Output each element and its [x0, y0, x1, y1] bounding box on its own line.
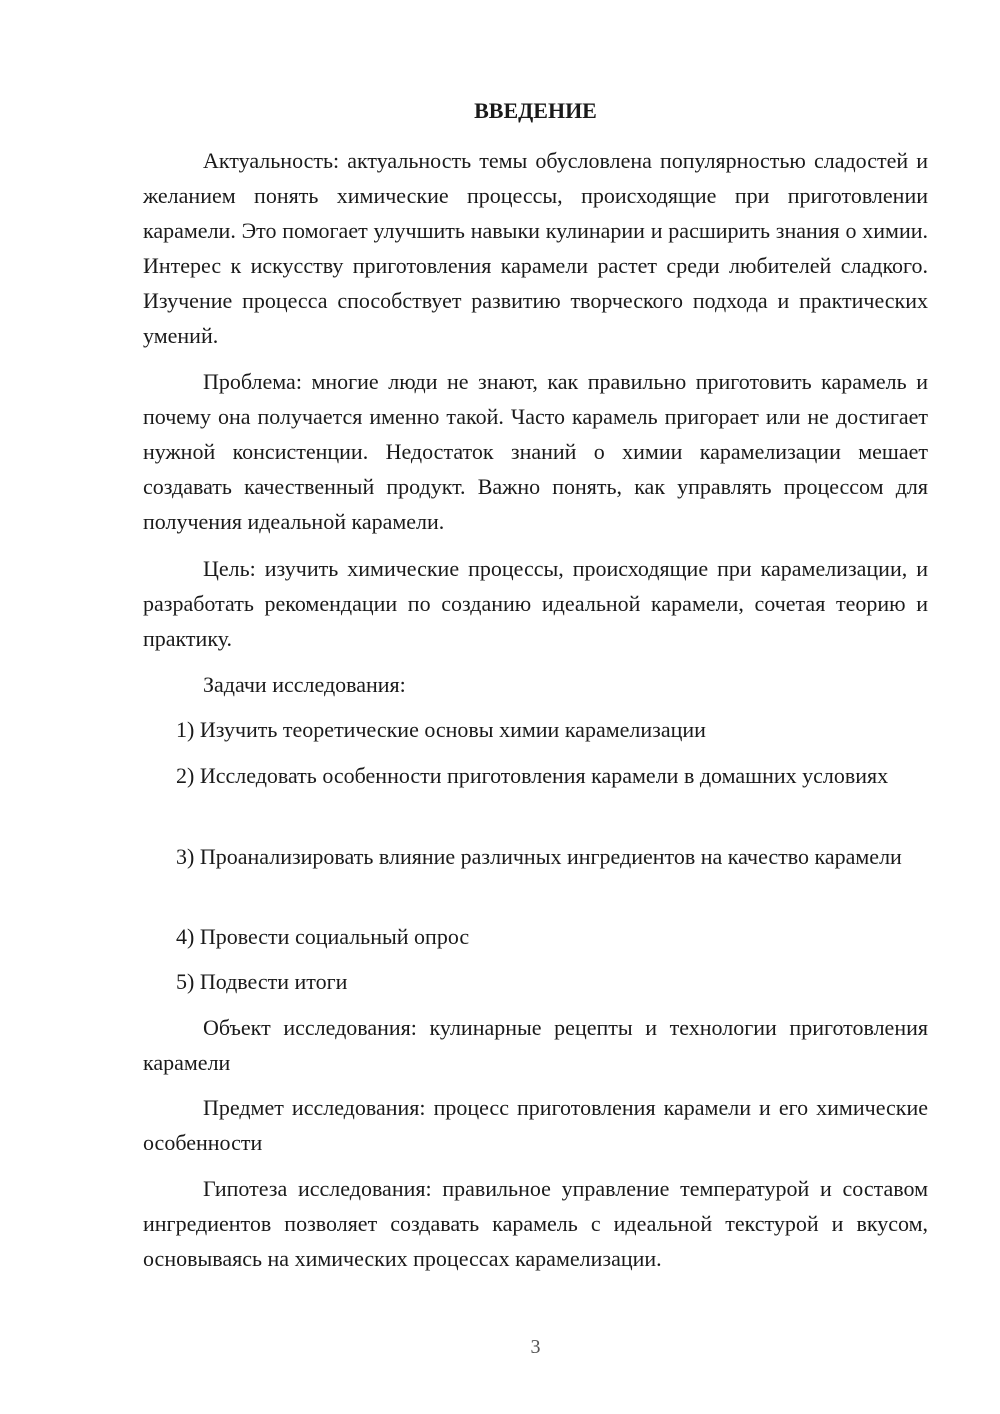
- paragraph-object: Объект исследования: кулинарные рецепты и технологии приготовления карамели: [143, 1015, 928, 1075]
- paragraph-subject: Предмет исследования: процесс приготовления карамели и его химические особенности: [143, 1095, 928, 1155]
- list-item-task-5: 5) Подвести итоги: [176, 969, 348, 994]
- section-title: ВВЕДЕНИЕ: [474, 98, 597, 123]
- list-item-task-3: 3) Проанализировать влияние различных ингредиентов на качество карамели: [176, 844, 902, 869]
- list-item-task-4: 4) Провести социальный опрос: [176, 924, 470, 949]
- paragraph-goal: Цель: изучить химические процессы, происходящие при карамелизации, и разработать рекомендации по созданию идеальной карамели, сочетая теорию и практику.: [143, 556, 928, 651]
- document-page: [143, 0, 928, 1414]
- paragraph-hypothesis: Гипотеза исследования: правильное управление температурой и составом ингредиентов позволяет создавать карамель с идеальной текстурой и вкусом, основываясь на химических процессах карамелизации.: [143, 1176, 928, 1271]
- paragraph-tasks-heading: Задачи исследования:: [203, 672, 406, 697]
- paragraph-problem: Проблема: многие люди не знают, как правильно приготовить карамель и почему она получается именно такой. Часто карамель пригорает или не достигает нужной консистенции. Недостаток знаний о химии карамелизации мешает создавать качественный продукт. Важно понять, как управлять процессом для получения идеальной карамели.: [143, 369, 928, 534]
- paragraph-relevance: Актуальность: актуальность темы обусловлена популярностью сладостей и желанием понять химические процессы, происходящие при приготовлении карамели. Это помогает улучшить навыки кулинарии и расширить знания о химии. Интерес к искусству приготовления карамели растет среди любителей сладкого. Изучение процесса способствует развитию творческого подхода и практических умений.: [143, 148, 928, 348]
- list-item-task-1: 1) Изучить теоретические основы химии карамелизации: [176, 717, 706, 742]
- page-number: 3: [530, 1336, 541, 1358]
- list-item-task-2: 2) Исследовать особенности приготовления карамели в домашних условиях: [176, 763, 889, 788]
